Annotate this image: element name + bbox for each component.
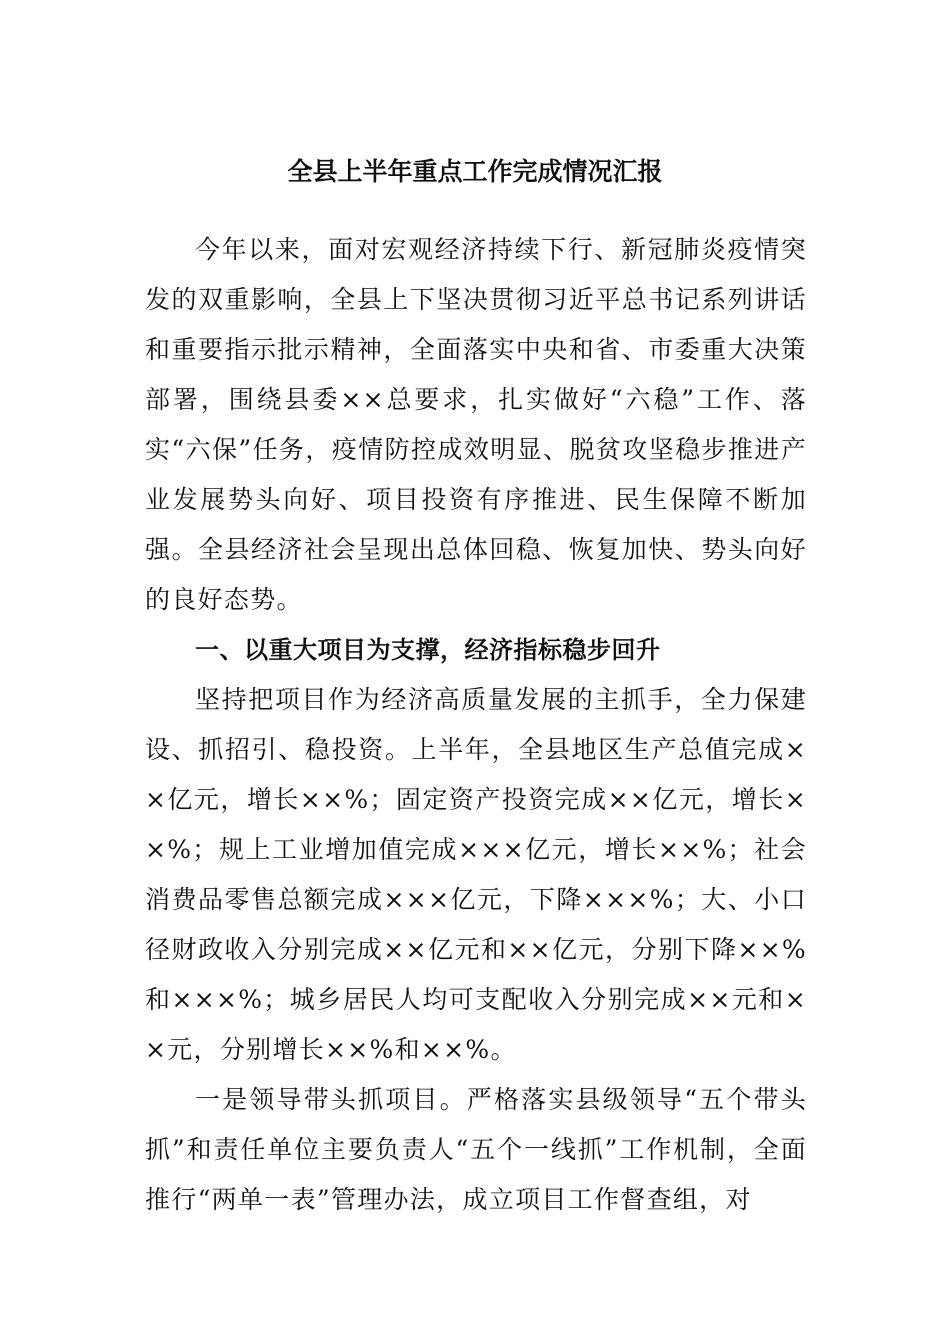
section-paragraph-leadership: 一是领导带头抓项目。严格落实县级领导“五个带头抓”和责任单位主要负责人“五个一线抓”工作机制，全面推行“两单一表”管理办法，成立项目工作督查组，对 [145,1085,807,1214]
section-heading: 一、以重大项目为支撑，经济指标稳步回升 [195,636,661,664]
document-title: 全县上半年重点工作完成情况汇报 [287,157,663,186]
document-body [145,225,807,1225]
section-paragraph-economy: 坚持把项目作为经济高质量发展的主抓手，全力保建设、抓招引、稳投资。上半年，全县地区生产总值完成××亿元，增长××%；固定资产投资完成××亿元，增长××%；规上工业增加值完成×××亿元，增长××%；社会消费品零售总额完成×××亿元，下降×××%；大、小口径财政收入分别完成××亿元和××亿元，分别下降××%和×××%；城乡居民人均可支配收入分别完成××元和××元，分别增长××%和××%。 [145,685,807,1064]
intro-paragraph: 今年以来，面对宏观经济持续下行、新冠肺炎疫情突发的双重影响，全县上下坚决贯彻习近平总书记系列讲话和重要指示批示精神，全面落实中央和省、市委重大决策部署，围绕县委××总要求，扎实做好“六稳”工作、落实“六保”任务，疫情防控成效明显、脱贫攻坚稳步推进产业发展势头向好、项目投资有序推进、民生保障不断加强。全县经济社会呈现出总体回稳、恢复加快、势头向好的良好态势。 [145,235,807,614]
